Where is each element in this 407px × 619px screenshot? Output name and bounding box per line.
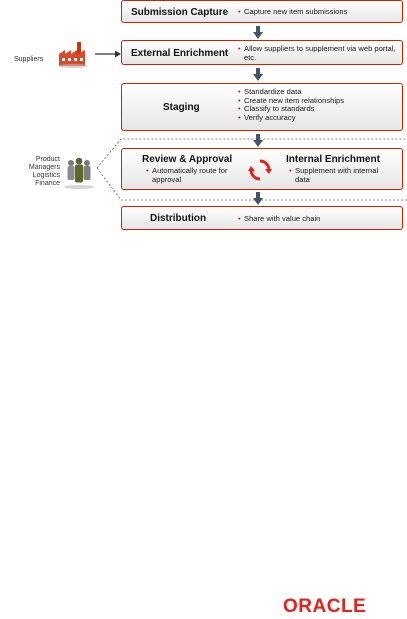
bullet-item: • Share with value chain bbox=[238, 215, 320, 224]
flow-arrow-4 bbox=[253, 192, 263, 205]
stage-bullets bbox=[238, 88, 344, 122]
stage-external-enrichment bbox=[121, 40, 403, 65]
stage-staging bbox=[121, 83, 403, 131]
supplier-arrow bbox=[95, 50, 121, 58]
stage-bullets bbox=[238, 8, 347, 17]
role-managers: Managers bbox=[28, 164, 60, 171]
stage-title: Distribution bbox=[150, 213, 207, 224]
internal-roles-label bbox=[16, 156, 60, 188]
flow-arrow-1 bbox=[253, 26, 263, 39]
internal-title: Internal Enrichment bbox=[286, 154, 380, 165]
review-title: Review & Approval bbox=[142, 154, 233, 165]
stage-title: Submission Capture bbox=[131, 7, 229, 18]
bullet-item: • Supplement with internal data bbox=[289, 167, 379, 184]
bullet-item: • Classify to standards bbox=[238, 105, 344, 114]
role-finance: Finance bbox=[35, 180, 60, 187]
cycle-icon bbox=[248, 158, 272, 182]
stage-title: External Enrichment bbox=[131, 48, 229, 59]
bullet-item: • Standardize data bbox=[238, 88, 344, 97]
internal-bullets bbox=[289, 167, 379, 184]
review-bullets bbox=[146, 167, 236, 184]
stage-distribution bbox=[121, 206, 403, 230]
role-logistics: Logistics bbox=[32, 172, 60, 179]
stage-review-internal bbox=[121, 148, 403, 190]
stage-bullets bbox=[238, 45, 396, 62]
factory-icon bbox=[57, 40, 89, 68]
flow-arrow-3 bbox=[253, 134, 263, 147]
stage-submission-capture bbox=[121, 0, 403, 23]
bullet-item: • Create new item relationships bbox=[238, 97, 344, 106]
people-icon bbox=[62, 156, 96, 190]
bullet-item: • Automatically route for approval bbox=[146, 167, 236, 184]
oracle-logo: ORACLE bbox=[283, 596, 367, 617]
suppliers-label: Suppliers bbox=[14, 56, 44, 63]
flow-arrow-2 bbox=[253, 68, 263, 81]
role-product: Product bbox=[35, 156, 60, 163]
bullet-item: • Verify accuracy bbox=[238, 114, 344, 123]
stage-bullets bbox=[238, 215, 320, 224]
stage-title: Staging bbox=[163, 102, 200, 113]
bullet-item: • Allow suppliers to supplement via web portal, etc. bbox=[238, 45, 396, 62]
bullet-item: • Capture new item submissions bbox=[238, 8, 347, 17]
